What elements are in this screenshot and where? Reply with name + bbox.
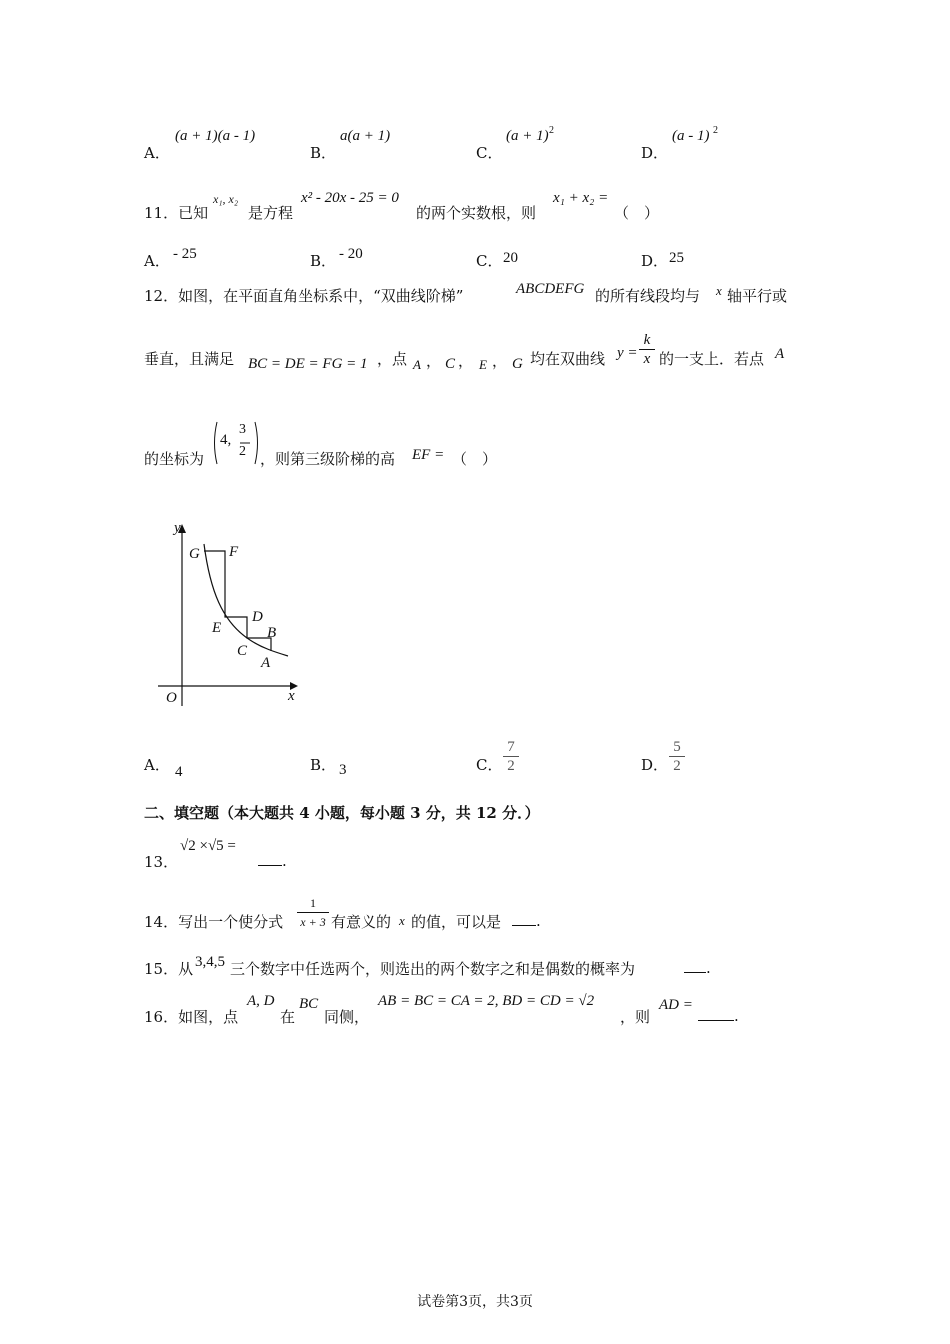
label-b: B [267, 625, 277, 641]
q12-coordinate-4: 4, [220, 432, 232, 448]
q10-option-b-label: B． [310, 144, 337, 162]
q11-vars: x₁, x₂ [213, 192, 238, 206]
q12-option-c-den: 2 [507, 758, 515, 774]
q11-option-b-label: B． [310, 252, 337, 270]
q10-option-a-expr: (a + 1)(a - 1) [175, 128, 256, 144]
q14-x: x [399, 913, 405, 928]
q11-option-b-value: - 20 [339, 246, 363, 262]
q12-option-d-fraction [669, 738, 685, 775]
q15-end: . [706, 959, 711, 977]
page-footer: 试卷第3页，共3页 [417, 1294, 533, 1310]
q12-fraction-k: k [639, 331, 655, 350]
q12-option-c-fraction [503, 738, 519, 775]
q12-line2-text: 垂直，且满足 [144, 350, 235, 368]
q15-numbers: 3,4,5 [195, 954, 225, 970]
q12-line3-text: 的坐标为 [144, 450, 205, 468]
ladder [204, 551, 271, 651]
q15-answer-blank [684, 958, 711, 977]
q12-sep-3: ， [492, 352, 508, 370]
label-o: O [166, 690, 177, 706]
q10-option-c-sup: 2 [549, 125, 554, 136]
q13-end: . [282, 852, 287, 870]
q16-points: A, D [247, 993, 275, 1009]
q11-option-c-label: C． [476, 252, 503, 270]
q12-point-a: A [413, 357, 421, 372]
q16-text-3: 同侧， [324, 1008, 370, 1026]
q15-blank-line [684, 958, 706, 973]
q12-line1-text-2: 的所有线段均与 [595, 287, 701, 305]
q14-answer-blank [512, 911, 541, 930]
q12-point-g: G [512, 356, 523, 372]
q11-option-a-label: A． [144, 252, 170, 270]
q13-number: 13． [144, 853, 179, 871]
q15-text-2: 三个数字中任选两个，则选出的两个数字之和是偶数的概率为 [230, 960, 636, 978]
q11-text-2: 的两个实数根，则 [416, 204, 537, 222]
q11-paren: （ ） [614, 204, 660, 222]
section-2-heading: 二、填空题（本大题共 4 小题，每小题 3 分，共 12 分．） [144, 804, 540, 822]
q12-line1-text-3: 轴平行或 [727, 287, 788, 305]
q12-line2-point-a: A [775, 346, 785, 362]
q14-fraction-den: x + 3 [300, 915, 326, 929]
q12-option-a-label: A． [144, 756, 170, 774]
q11-equation: x² - 20x - 25 = 0 [301, 190, 399, 206]
q12-sep-1: ， [426, 352, 442, 370]
q13-expression: √2 ×√5 = [180, 838, 236, 854]
q12-line2-dian: ，点 [377, 350, 408, 368]
label-f: F [229, 544, 239, 560]
label-d: D [252, 609, 263, 625]
q10-option-c-label: C． [476, 144, 503, 162]
q11-number: 11．已知 [144, 204, 209, 222]
q14-fraction-num: 1 [297, 894, 329, 913]
q11-sum: x₁ + x₂ = [553, 190, 609, 206]
q14-end: . [536, 912, 541, 930]
q16-ad: AD = [659, 997, 693, 1013]
q14-text-1: 14．写出一个使分式 [144, 913, 284, 931]
q16-blank-line [698, 1006, 734, 1021]
q14-fraction [297, 894, 329, 931]
label-a: A [261, 655, 271, 671]
q16-text-1: 16．如图，点 [144, 1008, 239, 1026]
label-x: x [288, 688, 295, 704]
q12-line2-text-2: 均在双曲线 [530, 350, 606, 368]
q16-condition: AB = BC = CA = 2, BD = CD = √2 [378, 993, 595, 1009]
q16-answer-blank [698, 1006, 739, 1025]
q14-blank-line [512, 911, 536, 926]
label-y: y [174, 520, 181, 536]
q11-option-a-value: - 25 [173, 246, 197, 262]
label-e: E [212, 620, 222, 636]
q12-hyperbola-y: y = [617, 345, 638, 361]
q12-paren: （ ） [452, 450, 498, 468]
q12-condition: BC = DE = FG = 1 [248, 356, 368, 372]
q11-option-d-value: 25 [669, 250, 684, 266]
q10-option-d-expr: (a - 1) [672, 128, 710, 144]
q12-line1-x: x [716, 283, 722, 298]
q16-text-2: 在 [280, 1008, 296, 1026]
q13-answer-blank [258, 851, 287, 870]
q12-coordinate-den: 2 [239, 444, 246, 459]
q12-option-b-label: B． [310, 756, 337, 774]
q12-line1-text: 12．如图，在平面直角坐标系中，“双曲线阶梯” [144, 287, 464, 305]
q12-option-a-value: 4 [175, 764, 183, 780]
q12-figure [150, 510, 320, 710]
q12-option-b-value: 3 [339, 762, 347, 778]
q12-line2-text-3: 的一支上．若点 [659, 350, 765, 368]
q10-option-d-sup: 2 [713, 125, 718, 136]
q12-point-e: E [479, 357, 487, 372]
q13-blank-line [258, 851, 282, 866]
q12-sep-2: ， [458, 352, 474, 370]
q11-option-d-label: D． [641, 252, 669, 270]
label-g: G [189, 546, 200, 562]
q14-text-3: 的值，可以是 [411, 913, 502, 931]
q11-text-1: 是方程 [248, 204, 294, 222]
q12-option-d-den: 2 [673, 758, 681, 774]
q10-option-d-label: D． [641, 144, 669, 162]
q12-line3-text-2: ，则第三级阶梯的高 [260, 450, 396, 468]
q16-bc: BC [299, 996, 319, 1012]
q10-option-c-expr: (a + 1) [506, 128, 549, 144]
q12-option-d-label: D． [641, 756, 669, 774]
q16-end: . [734, 1007, 739, 1025]
q10-option-a-label: A． [144, 144, 170, 162]
q12-ladder-name: ABCDEFG [516, 281, 585, 297]
q15-text-1: 15．从 [144, 960, 194, 978]
q10-option-b-expr: a(a + 1) [340, 128, 391, 144]
label-c: C [237, 643, 248, 659]
q12-coordinate-parens [211, 420, 261, 466]
q12-point-c: C [445, 356, 456, 372]
q12-option-c-label: C． [476, 756, 503, 774]
q12-hyperbola-fraction [639, 331, 655, 368]
q16-text-4: ，则 [620, 1008, 651, 1026]
q12-fraction-x: x [643, 351, 651, 367]
q14-text-2: 有意义的 [331, 913, 392, 931]
q12-ef: EF = [412, 447, 445, 463]
q11-option-c-value: 20 [503, 250, 518, 266]
q12-option-d-num: 5 [669, 738, 685, 757]
q12-coordinate-num: 3 [239, 422, 246, 437]
q12-option-c-num: 7 [503, 738, 519, 757]
